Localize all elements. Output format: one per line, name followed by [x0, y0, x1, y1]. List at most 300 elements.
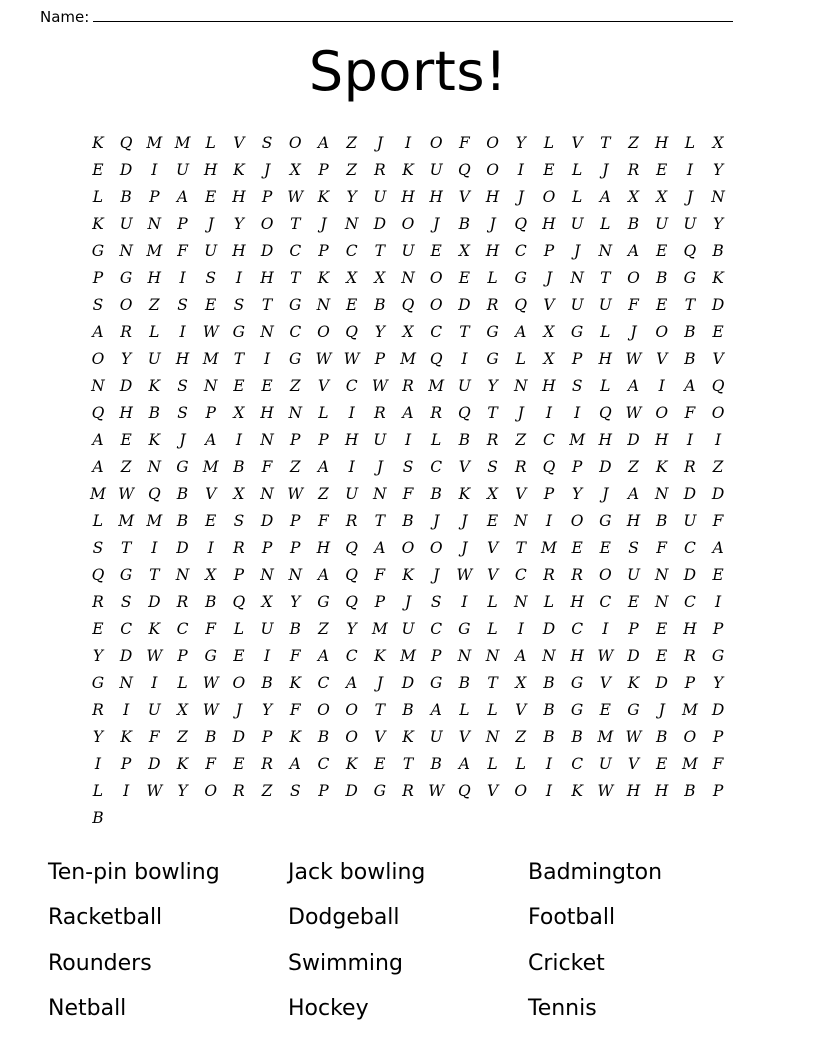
- grid-cell[interactable]: P: [318, 242, 329, 261]
- grid-cell[interactable]: R: [176, 593, 189, 612]
- grid-cell[interactable]: T: [374, 701, 385, 720]
- grid-cell[interactable]: J: [686, 188, 693, 207]
- grid-cell[interactable]: Z: [515, 431, 527, 450]
- grid-cell[interactable]: W: [146, 782, 163, 801]
- grid-cell[interactable]: V: [712, 350, 724, 369]
- grid-cell[interactable]: B: [543, 728, 555, 747]
- grid-cell[interactable]: A: [712, 539, 724, 558]
- grid-cell[interactable]: I: [404, 134, 412, 153]
- grid-cell[interactable]: C: [599, 593, 612, 612]
- grid-cell[interactable]: Q: [458, 782, 471, 801]
- grid-cell[interactable]: N: [513, 593, 528, 612]
- grid-cell[interactable]: T: [261, 296, 273, 315]
- grid-cell[interactable]: B: [458, 674, 471, 693]
- grid-cell[interactable]: W: [625, 728, 642, 747]
- grid-cell[interactable]: Y: [487, 377, 498, 396]
- grid-cell[interactable]: D: [627, 647, 640, 666]
- grid-cell[interactable]: D: [627, 431, 640, 450]
- grid-cell[interactable]: H: [654, 431, 669, 450]
- grid-cell[interactable]: H: [401, 188, 415, 207]
- grid-cell[interactable]: C: [120, 620, 133, 639]
- grid-cell[interactable]: O: [598, 566, 612, 585]
- grid-cell[interactable]: E: [656, 161, 668, 180]
- grid-cell[interactable]: K: [92, 134, 104, 153]
- grid-cell[interactable]: W: [625, 404, 642, 423]
- grid-cell[interactable]: M: [541, 539, 557, 558]
- grid-cell[interactable]: B: [402, 701, 414, 720]
- grid-cell[interactable]: A: [627, 242, 640, 261]
- word-list-item[interactable]: Netball: [48, 996, 127, 1022]
- grid-cell[interactable]: M: [597, 728, 614, 747]
- grid-cell[interactable]: I: [715, 593, 722, 612]
- grid-cell[interactable]: A: [627, 485, 640, 504]
- grid-cell[interactable]: I: [235, 269, 242, 288]
- grid-cell[interactable]: H: [260, 404, 274, 423]
- grid-cell[interactable]: O: [288, 134, 302, 153]
- grid-cell[interactable]: L: [600, 215, 611, 234]
- grid-cell[interactable]: M: [202, 350, 219, 369]
- grid-cell[interactable]: B: [402, 512, 414, 531]
- grid-cell[interactable]: I: [207, 539, 214, 558]
- grid-cell[interactable]: E: [205, 512, 217, 531]
- grid-cell[interactable]: V: [458, 458, 470, 477]
- grid-cell[interactable]: J: [404, 593, 412, 612]
- grid-cell[interactable]: C: [289, 323, 302, 342]
- grid-cell[interactable]: B: [204, 593, 217, 612]
- grid-cell[interactable]: W: [146, 647, 163, 666]
- grid-cell[interactable]: T: [600, 269, 611, 288]
- grid-cell[interactable]: S: [487, 458, 498, 477]
- grid-cell[interactable]: Y: [346, 620, 357, 639]
- grid-cell[interactable]: N: [570, 269, 584, 288]
- grid-cell[interactable]: P: [318, 161, 329, 180]
- grid-cell[interactable]: K: [148, 620, 161, 639]
- grid-cell[interactable]: T: [487, 404, 498, 423]
- grid-cell[interactable]: G: [711, 647, 725, 666]
- grid-cell[interactable]: H: [626, 782, 641, 801]
- grid-cell[interactable]: E: [92, 620, 104, 639]
- grid-cell[interactable]: B: [458, 431, 471, 450]
- grid-cell[interactable]: C: [430, 458, 443, 477]
- grid-cell[interactable]: B: [712, 242, 724, 261]
- grid-cell[interactable]: Q: [345, 566, 358, 585]
- grid-cell[interactable]: I: [574, 404, 581, 423]
- grid-cell[interactable]: O: [711, 404, 725, 423]
- grid-cell[interactable]: Q: [345, 323, 358, 342]
- grid-cell[interactable]: N: [288, 566, 303, 585]
- grid-cell[interactable]: F: [289, 701, 301, 720]
- grid-cell[interactable]: G: [289, 296, 302, 315]
- grid-cell[interactable]: O: [627, 269, 640, 288]
- grid-cell[interactable]: O: [429, 539, 443, 558]
- word-list-item[interactable]: Badmington: [528, 859, 663, 885]
- grid-cell[interactable]: P: [571, 458, 583, 477]
- grid-cell[interactable]: B: [684, 350, 696, 369]
- grid-cell[interactable]: B: [684, 323, 696, 342]
- grid-cell[interactable]: D: [683, 566, 697, 585]
- grid-cell[interactable]: A: [430, 701, 442, 720]
- grid-cell[interactable]: K: [148, 431, 161, 450]
- grid-cell[interactable]: V: [515, 485, 527, 504]
- grid-cell[interactable]: B: [261, 674, 273, 693]
- grid-cell[interactable]: I: [715, 431, 722, 450]
- grid-cell[interactable]: F: [458, 134, 470, 153]
- grid-cell[interactable]: N: [513, 377, 528, 396]
- grid-cell[interactable]: Q: [458, 404, 471, 423]
- grid-cell[interactable]: Z: [628, 458, 639, 477]
- grid-cell[interactable]: B: [684, 782, 696, 801]
- grid-cell[interactable]: C: [543, 431, 555, 450]
- grid-cell[interactable]: S: [289, 782, 301, 801]
- grid-cell[interactable]: V: [486, 539, 499, 558]
- grid-cell[interactable]: O: [486, 134, 499, 153]
- grid-cell[interactable]: G: [232, 323, 246, 342]
- grid-cell[interactable]: B: [233, 458, 245, 477]
- grid-cell[interactable]: L: [543, 134, 555, 153]
- grid-cell[interactable]: Q: [458, 161, 471, 180]
- grid-cell[interactable]: X: [261, 593, 273, 612]
- grid-cell[interactable]: Z: [148, 296, 160, 315]
- grid-cell[interactable]: F: [712, 512, 724, 531]
- grid-cell[interactable]: O: [429, 296, 443, 315]
- grid-cell[interactable]: V: [374, 728, 386, 747]
- grid-cell[interactable]: P: [430, 647, 442, 666]
- grid-cell[interactable]: U: [598, 755, 612, 774]
- grid-cell[interactable]: F: [402, 485, 414, 504]
- grid-cell[interactable]: R: [261, 755, 273, 774]
- word-list-item[interactable]: Hockey: [288, 996, 369, 1022]
- grid-cell[interactable]: F: [712, 755, 724, 774]
- grid-cell[interactable]: O: [429, 134, 443, 153]
- name-blank-line[interactable]: [93, 8, 733, 22]
- grid-cell[interactable]: U: [429, 728, 443, 747]
- grid-cell[interactable]: Q: [232, 593, 246, 612]
- grid-cell[interactable]: P: [571, 350, 583, 369]
- grid-cell[interactable]: L: [487, 701, 498, 720]
- grid-cell[interactable]: U: [175, 161, 190, 180]
- grid-cell[interactable]: O: [401, 539, 415, 558]
- grid-cell[interactable]: I: [545, 755, 552, 774]
- grid-cell[interactable]: H: [147, 269, 162, 288]
- grid-cell[interactable]: P: [628, 620, 639, 639]
- grid-cell[interactable]: V: [486, 566, 499, 585]
- grid-cell[interactable]: R: [92, 593, 104, 612]
- grid-cell[interactable]: P: [290, 431, 301, 450]
- grid-cell[interactable]: S: [120, 593, 132, 612]
- grid-cell[interactable]: C: [514, 566, 527, 585]
- grid-cell[interactable]: B: [204, 728, 217, 747]
- grid-cell[interactable]: B: [374, 296, 386, 315]
- grid-cell[interactable]: J: [376, 458, 383, 477]
- grid-cell[interactable]: D: [655, 674, 668, 693]
- grid-cell[interactable]: I: [545, 404, 552, 423]
- grid-cell[interactable]: I: [123, 782, 130, 801]
- grid-cell[interactable]: Q: [598, 404, 612, 423]
- grid-cell[interactable]: J: [433, 215, 440, 234]
- grid-cell[interactable]: R: [373, 404, 386, 423]
- grid-cell[interactable]: H: [542, 215, 556, 234]
- grid-cell[interactable]: L: [431, 431, 442, 450]
- grid-cell[interactable]: N: [401, 269, 415, 288]
- grid-cell[interactable]: W: [343, 350, 360, 369]
- grid-cell[interactable]: C: [317, 755, 330, 774]
- grid-cell[interactable]: X: [346, 269, 358, 288]
- grid-cell[interactable]: K: [92, 215, 104, 234]
- grid-cell[interactable]: Y: [177, 782, 188, 801]
- grid-cell[interactable]: M: [146, 512, 163, 531]
- grid-cell[interactable]: R: [402, 782, 414, 801]
- grid-cell[interactable]: X: [458, 242, 470, 261]
- grid-cell[interactable]: Y: [374, 323, 385, 342]
- grid-cell[interactable]: Q: [401, 296, 415, 315]
- word-list-item[interactable]: Jack bowling: [288, 859, 426, 885]
- grid-cell[interactable]: J: [207, 215, 214, 234]
- grid-cell[interactable]: H: [203, 161, 218, 180]
- grid-cell[interactable]: C: [345, 647, 358, 666]
- grid-cell[interactable]: H: [626, 512, 641, 531]
- grid-cell[interactable]: W: [202, 701, 219, 720]
- grid-cell[interactable]: A: [289, 755, 301, 774]
- grid-cell[interactable]: Q: [514, 215, 528, 234]
- grid-cell[interactable]: L: [92, 782, 104, 801]
- grid-cell[interactable]: U: [119, 215, 133, 234]
- grid-cell[interactable]: X: [656, 188, 668, 207]
- grid-cell[interactable]: C: [345, 242, 358, 261]
- grid-cell[interactable]: F: [684, 404, 696, 423]
- grid-cell[interactable]: Y: [233, 215, 244, 234]
- grid-cell[interactable]: J: [461, 512, 468, 531]
- grid-cell[interactable]: L: [515, 350, 526, 369]
- grid-cell[interactable]: Y: [261, 701, 273, 720]
- grid-cell[interactable]: P: [205, 404, 216, 423]
- grid-cell[interactable]: Z: [289, 377, 301, 396]
- grid-cell[interactable]: L: [177, 674, 188, 693]
- grid-cell[interactable]: I: [461, 593, 468, 612]
- grid-cell[interactable]: E: [205, 188, 217, 207]
- grid-cell[interactable]: N: [175, 566, 190, 585]
- grid-cell[interactable]: U: [598, 296, 612, 315]
- grid-cell[interactable]: M: [146, 134, 163, 153]
- grid-cell[interactable]: T: [374, 512, 385, 531]
- grid-cell[interactable]: H: [683, 620, 697, 639]
- grid-cell[interactable]: O: [345, 701, 358, 720]
- grid-cell[interactable]: J: [376, 134, 383, 153]
- grid-cell[interactable]: S: [571, 377, 583, 396]
- grid-cell[interactable]: I: [404, 431, 412, 450]
- word-list-item[interactable]: Swimming: [288, 950, 403, 976]
- grid-cell[interactable]: E: [205, 296, 217, 315]
- grid-cell[interactable]: S: [233, 296, 245, 315]
- grid-cell[interactable]: L: [233, 620, 245, 639]
- grid-cell[interactable]: K: [289, 728, 302, 747]
- grid-cell[interactable]: C: [514, 242, 527, 261]
- grid-cell[interactable]: X: [487, 485, 499, 504]
- grid-cell[interactable]: O: [655, 404, 669, 423]
- grid-cell[interactable]: E: [486, 512, 499, 531]
- grid-cell[interactable]: W: [287, 188, 304, 207]
- grid-cell[interactable]: O: [91, 350, 105, 369]
- grid-cell[interactable]: I: [151, 161, 158, 180]
- grid-cell[interactable]: D: [683, 485, 697, 504]
- grid-cell[interactable]: S: [402, 458, 414, 477]
- grid-cell[interactable]: V: [205, 485, 217, 504]
- grid-cell[interactable]: T: [402, 755, 414, 774]
- grid-cell[interactable]: X: [233, 485, 245, 504]
- grid-cell[interactable]: T: [290, 215, 301, 234]
- grid-cell[interactable]: A: [458, 755, 470, 774]
- grid-cell[interactable]: L: [487, 755, 498, 774]
- grid-cell[interactable]: Y: [290, 593, 301, 612]
- grid-cell[interactable]: G: [204, 647, 217, 666]
- grid-cell[interactable]: E: [458, 269, 471, 288]
- grid-cell[interactable]: M: [90, 485, 106, 504]
- grid-cell[interactable]: T: [149, 566, 160, 585]
- grid-cell[interactable]: I: [179, 323, 186, 342]
- grid-cell[interactable]: E: [712, 323, 724, 342]
- grid-cell[interactable]: J: [574, 242, 581, 261]
- grid-cell[interactable]: I: [151, 674, 158, 693]
- grid-cell[interactable]: G: [289, 350, 302, 369]
- grid-cell[interactable]: F: [148, 728, 160, 747]
- grid-cell[interactable]: D: [119, 647, 133, 666]
- grid-cell[interactable]: L: [487, 620, 498, 639]
- grid-cell[interactable]: R: [402, 377, 414, 396]
- grid-cell[interactable]: V: [515, 701, 527, 720]
- grid-cell[interactable]: E: [599, 539, 611, 558]
- grid-cell[interactable]: N: [260, 323, 274, 342]
- grid-cell[interactable]: K: [402, 728, 414, 747]
- grid-cell[interactable]: X: [543, 323, 555, 342]
- grid-cell[interactable]: D: [176, 539, 189, 558]
- grid-cell[interactable]: O: [401, 215, 415, 234]
- grid-cell[interactable]: E: [656, 620, 668, 639]
- grid-cell[interactable]: H: [344, 431, 359, 450]
- grid-cell[interactable]: M: [146, 242, 163, 261]
- grid-cell[interactable]: K: [176, 755, 189, 774]
- grid-cell[interactable]: A: [515, 323, 527, 342]
- grid-cell[interactable]: V: [656, 350, 668, 369]
- grid-cell[interactable]: S: [177, 296, 188, 315]
- grid-cell[interactable]: V: [233, 134, 245, 153]
- grid-cell[interactable]: L: [571, 188, 583, 207]
- grid-cell[interactable]: L: [487, 269, 498, 288]
- grid-cell[interactable]: O: [683, 728, 697, 747]
- grid-cell[interactable]: O: [570, 512, 584, 531]
- grid-cell[interactable]: M: [118, 512, 135, 531]
- grid-cell[interactable]: X: [176, 701, 189, 720]
- grid-cell[interactable]: G: [458, 620, 471, 639]
- grid-cell[interactable]: X: [712, 134, 724, 153]
- grid-cell[interactable]: T: [515, 539, 526, 558]
- grid-cell[interactable]: I: [94, 755, 101, 774]
- grid-cell[interactable]: W: [597, 782, 614, 801]
- grid-cell[interactable]: D: [260, 512, 274, 531]
- grid-cell[interactable]: D: [119, 377, 133, 396]
- grid-cell[interactable]: F: [628, 296, 639, 315]
- word-list-item[interactable]: Rounders: [48, 950, 152, 976]
- grid-cell[interactable]: H: [119, 404, 133, 423]
- grid-cell[interactable]: L: [600, 323, 611, 342]
- grid-cell[interactable]: H: [175, 350, 190, 369]
- grid-cell[interactable]: L: [459, 701, 470, 720]
- grid-cell[interactable]: R: [486, 296, 499, 315]
- grid-cell[interactable]: E: [92, 161, 104, 180]
- grid-cell[interactable]: E: [543, 161, 555, 180]
- grid-cell[interactable]: K: [402, 566, 414, 585]
- grid-cell[interactable]: Q: [147, 485, 161, 504]
- grid-cell[interactable]: Z: [177, 728, 188, 747]
- grid-cell[interactable]: P: [233, 566, 245, 585]
- grid-cell[interactable]: P: [261, 728, 273, 747]
- grid-cell[interactable]: M: [400, 647, 416, 666]
- grid-cell[interactable]: D: [119, 161, 133, 180]
- grid-cell[interactable]: H: [598, 350, 613, 369]
- grid-cell[interactable]: R: [514, 458, 527, 477]
- grid-cell[interactable]: B: [317, 728, 330, 747]
- grid-cell[interactable]: I: [602, 620, 609, 639]
- grid-cell[interactable]: A: [317, 134, 330, 153]
- grid-cell[interactable]: B: [655, 269, 668, 288]
- grid-cell[interactable]: R: [627, 161, 640, 180]
- grid-cell[interactable]: U: [626, 566, 641, 585]
- grid-cell[interactable]: N: [485, 728, 500, 747]
- grid-cell[interactable]: A: [92, 431, 104, 450]
- grid-cell[interactable]: U: [147, 350, 161, 369]
- word-list-item[interactable]: Tennis: [528, 996, 597, 1022]
- grid-cell[interactable]: C: [317, 674, 330, 693]
- grid-cell[interactable]: M: [681, 701, 698, 720]
- grid-cell[interactable]: Q: [711, 377, 725, 396]
- grid-cell[interactable]: V: [543, 296, 555, 315]
- grid-cell[interactable]: V: [599, 674, 611, 693]
- grid-cell[interactable]: B: [92, 809, 104, 828]
- grid-cell[interactable]: X: [515, 674, 527, 693]
- grid-cell[interactable]: E: [571, 539, 583, 558]
- grid-cell[interactable]: L: [571, 161, 583, 180]
- grid-cell[interactable]: P: [318, 782, 329, 801]
- grid-cell[interactable]: O: [317, 323, 330, 342]
- grid-cell[interactable]: F: [177, 242, 188, 261]
- grid-cell[interactable]: E: [233, 647, 245, 666]
- grid-cell[interactable]: B: [176, 485, 189, 504]
- grid-cell[interactable]: W: [202, 323, 219, 342]
- grid-cell[interactable]: U: [457, 377, 471, 396]
- grid-cell[interactable]: J: [658, 701, 665, 720]
- grid-cell[interactable]: N: [485, 647, 500, 666]
- grid-cell[interactable]: J: [517, 404, 524, 423]
- grid-cell[interactable]: A: [92, 458, 104, 477]
- grid-cell[interactable]: V: [627, 755, 640, 774]
- grid-cell[interactable]: Z: [318, 620, 329, 639]
- grid-cell[interactable]: R: [92, 701, 104, 720]
- grid-cell[interactable]: M: [428, 377, 445, 396]
- grid-cell[interactable]: H: [260, 269, 274, 288]
- grid-cell[interactable]: W: [597, 647, 614, 666]
- grid-cell[interactable]: G: [486, 350, 499, 369]
- grid-cell[interactable]: F: [374, 566, 386, 585]
- grid-cell[interactable]: K: [655, 458, 668, 477]
- grid-cell[interactable]: H: [654, 134, 669, 153]
- grid-cell[interactable]: N: [147, 458, 162, 477]
- grid-cell[interactable]: S: [430, 593, 442, 612]
- grid-cell[interactable]: N: [711, 188, 725, 207]
- grid-cell[interactable]: G: [627, 701, 640, 720]
- grid-cell[interactable]: T: [374, 242, 385, 261]
- grid-cell[interactable]: M: [681, 755, 698, 774]
- grid-cell[interactable]: U: [683, 215, 697, 234]
- grid-cell[interactable]: Y: [121, 350, 132, 369]
- grid-cell[interactable]: Q: [345, 593, 358, 612]
